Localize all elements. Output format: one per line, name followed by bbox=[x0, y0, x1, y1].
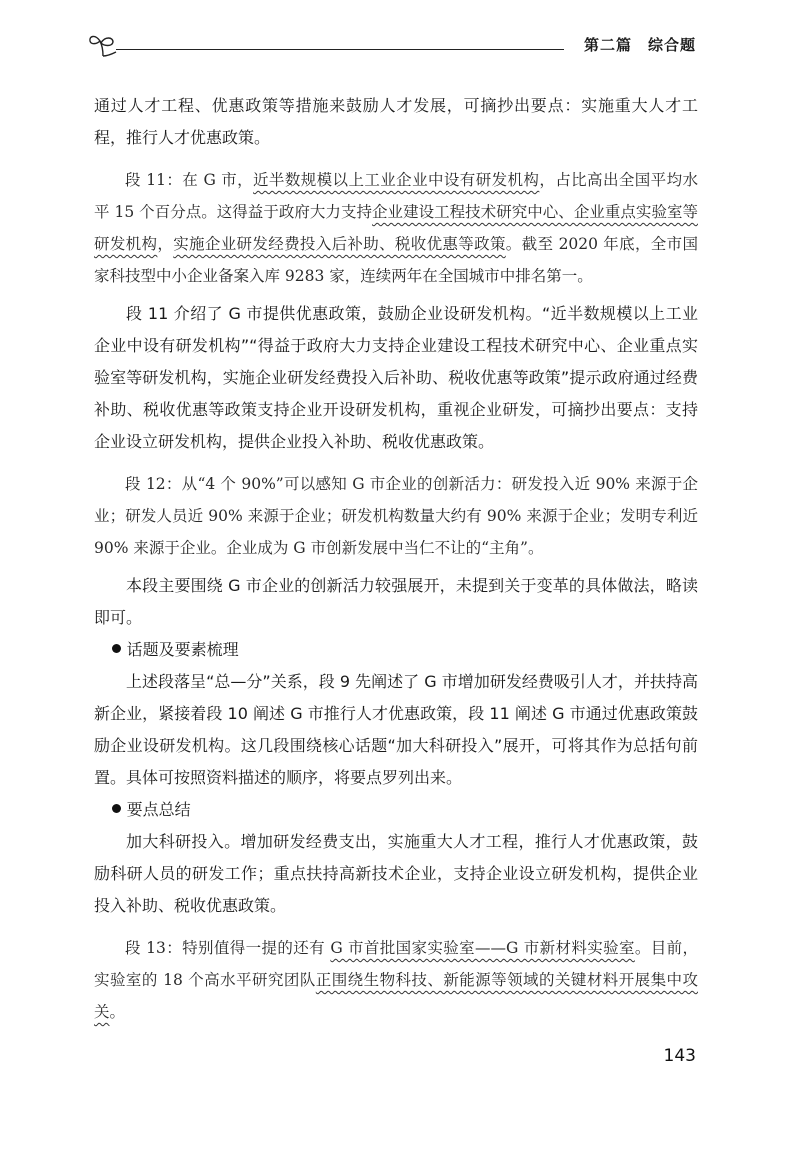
sprout-icon bbox=[88, 32, 118, 58]
underlined-phrase: 近半数规模以上工业企业中设有研发机构 bbox=[253, 171, 540, 189]
header-rule bbox=[116, 49, 564, 50]
heading-key-points: 要点总结 bbox=[94, 794, 698, 826]
running-header bbox=[88, 30, 696, 64]
paragraph-analysis-12: 本段主要围绕 G 市企业的创新活力较强展开，未提到关于变革的具体做法，略读即可。 bbox=[94, 576, 698, 627]
section-title: 第二篇 综合题 bbox=[583, 36, 696, 54]
material-paragraph-13: 段 13：特别值得一提的还有 G 市首批国家实验室——G 市新材料实验室。目前，实验室的 18 个高水平研究团队正围绕生物科技、新能源等领域的关键材料开展集中攻关。 bbox=[94, 939, 698, 1021]
underlined-phrase: 正围绕生物科技、新能源等领域的关键材料开展集中攻关 bbox=[94, 971, 698, 1021]
bullet-icon bbox=[112, 804, 121, 813]
paragraph-topic-summary: 上述段落呈“总—分”关系，段 9 先阐述了 G 市增加研发经费吸引人才，并扶持高新企业，紧接着段 10 阐述 G 市推行人才优惠政策，段 11 阐述 G 市通过优惠政策鼓励企业设研发机构。这几段围绕核心话题“加大科研投入”展开，可将其作为总括句前置。具体可按照资料描述的顺序，将要点罗列出来。 bbox=[94, 672, 698, 787]
bullet-icon bbox=[112, 644, 121, 653]
paragraph-key-points: 加大科研投入。增加研发经费支出，实施重大人才工程，推行人才优惠政策，鼓励科研人员的研发工作；重点扶持高新技术企业，支持企业设立研发机构，提供企业投入补助、税收优惠政策。 bbox=[94, 832, 698, 915]
heading-topic-elements: 话题及要素梳理 bbox=[94, 634, 698, 666]
paragraph-analysis-talent: 通过人才工程、优惠政策等措施来鼓励人才发展，可摘抄出要点：实施重大人才工程，推行人才优惠政策。 bbox=[94, 96, 698, 147]
paragraph-analysis-11: 段 11 介绍了 G 市提供优惠政策，鼓励企业设研发机构。“近半数规模以上工业企业中设有研发机构”“得益于政府大力支持企业建设工程技术研究中心、企业重点实验室等研发机构，实施企业研发经费投入后补助、税收优惠等政策”提示政府通过经费补助、税收优惠等政策支持企业开设研发机构，重视企业研发，可摘抄出要点：支持企业设立研发机构，提供企业投入补助、税收优惠政策。 bbox=[94, 304, 698, 451]
underlined-phrase: 企业建设工程技术研究中心、企业重点实验室等研发机构 bbox=[94, 203, 698, 253]
page-number: 143 bbox=[663, 1046, 696, 1066]
underlined-phrase: G 市首批国家实验室——G 市新材料实验室 bbox=[330, 939, 635, 957]
underlined-phrase: 实施企业研发经费投入后补助、税收优惠等政策 bbox=[173, 235, 506, 253]
page-body bbox=[94, 90, 698, 1028]
material-paragraph-12: 段 12：从“4 个 90%”可以感知 G 市企业的创新活力：研发投入近 90% 来源于企业；研发人员近 90% 来源于企业；研发机构数量大约有 90% 来源于企业；发明专利近 90% 来源于企业。企业成为 G 市创新发展中当仁不让的“主角”。 bbox=[94, 475, 698, 557]
material-paragraph-11: 段 11：在 G 市，近半数规模以上工业企业中设有研发机构，占比高出全国平均水平 15 个百分点。这得益于政府大力支持企业建设工程技术研究中心、企业重点实验室等研发机构，实施企业研发经费投入后补助、税收优惠等政策。截至 2020 年底，全市国家科技型中小企业备案入库 9283 家，连续两年在全国城市中排名第一。 bbox=[94, 171, 698, 285]
